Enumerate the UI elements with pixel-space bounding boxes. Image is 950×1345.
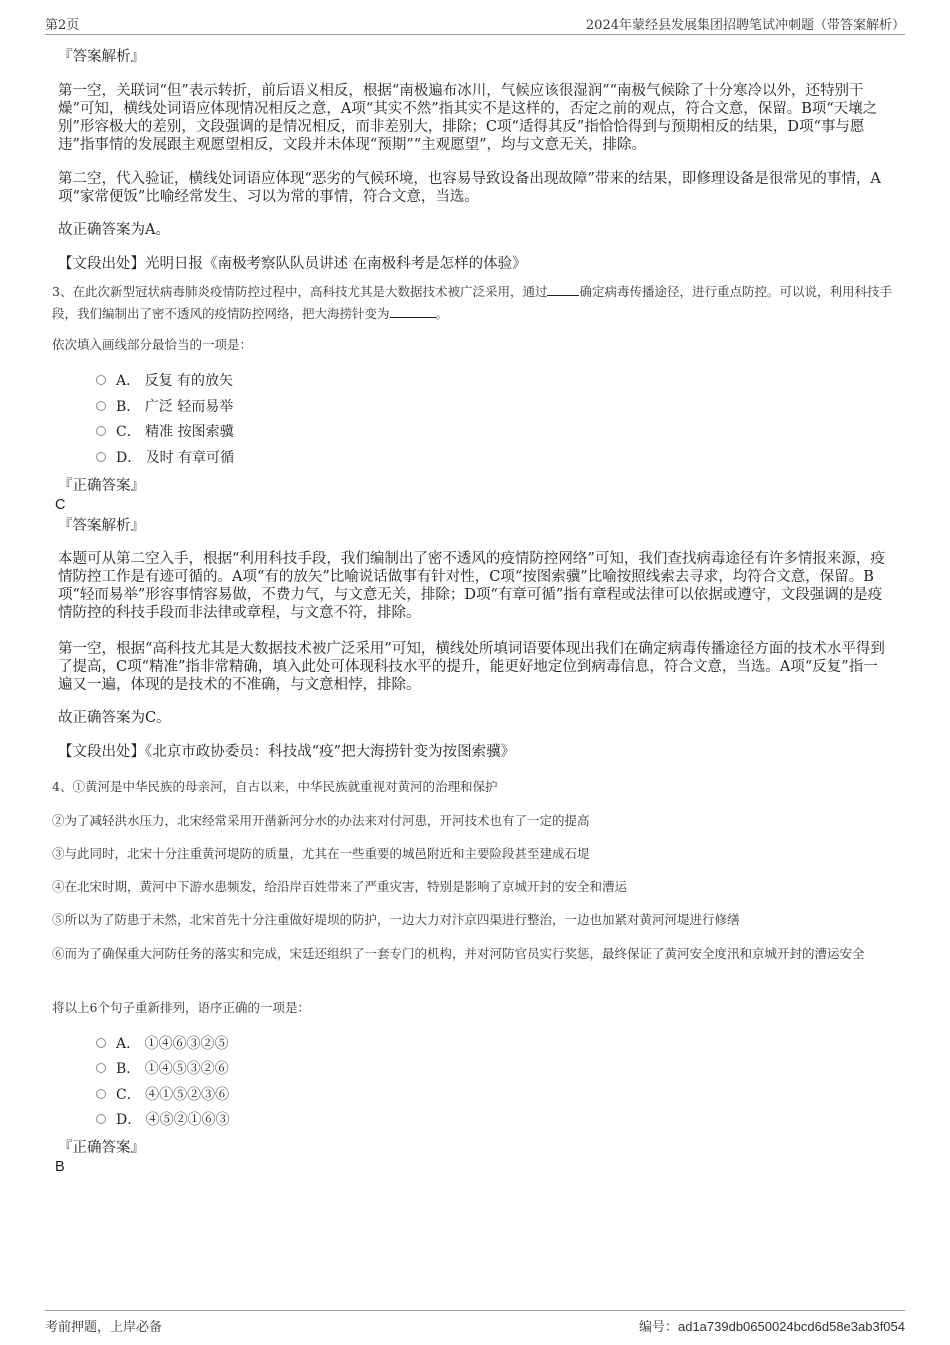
blank-2 (390, 305, 436, 318)
q4-option-c[interactable]: C． ④①⑤②③⑥ (96, 1085, 229, 1105)
page-header (45, 14, 905, 35)
q2-analysis-p2: 第二空，代入验证，横线处词语应体现“恶劣的气候环境，也容易导致设备出现故障”带来的结果，即修理设备是很常见的事情，A项“家常便饭”比喻经常发生、习以为常的事情，符合文意，当选。 (58, 171, 881, 205)
radio-icon[interactable] (96, 375, 106, 385)
radio-icon[interactable] (96, 452, 106, 462)
q3-answer-heading: 『正确答案』 (58, 478, 145, 494)
blank-1 (547, 283, 579, 296)
q4-option-b[interactable]: B． ①④⑤③②⑥ (96, 1059, 229, 1079)
q3-option-b[interactable]: B． 广泛 轻而易举 (96, 397, 233, 417)
q4-option-a[interactable]: A． ①④⑥③②⑤ (96, 1034, 229, 1054)
q4-sentence-1: 4、①黄河是中华民族的母亲河，自古以来，中华民族就重视对黄河的治理和保护 (52, 779, 498, 794)
q3-option-d[interactable]: D． 及时 有章可循 (96, 448, 234, 468)
q4-prompt: 将以上6个句子重新排列，语序正确的一项是： (52, 1000, 310, 1015)
q4-sentence-2: ②为了减轻洪水压力，北宋经常采用开凿新河分水的办法来对付河患，开河技术也有了一定的提高 (52, 813, 590, 828)
q4-sentence-3: ③与此同时，北宋十分注重黄河堤防的质量，尤其在一些重要的城邑附近和主要险段甚至建成石堤 (52, 846, 590, 861)
radio-icon[interactable] (96, 426, 106, 436)
radio-icon[interactable] (96, 1089, 106, 1099)
q4-option-d[interactable]: D． ④⑤②①⑥③ (96, 1110, 230, 1130)
q4-sentence-6: ⑥而为了确保重大河防任务的落实和完成，宋廷还组织了一套专门的机构，并对河防官员实行奖惩，最终保证了黄河安全度汛和京城开封的漕运安全 (52, 946, 865, 961)
radio-icon[interactable] (96, 1114, 106, 1124)
q2-analysis-heading: 『答案解析』 (58, 49, 145, 65)
q3-option-a[interactable]: A． 反复 有的放矢 (96, 371, 233, 391)
q2-source: 【文段出处】光明日报《南极考察队队员讲述 在南极科考是怎样的体验》 (58, 256, 527, 272)
q3-source: 【文段出处】《北京市政协委员：科技战“疫”把大海捞针变为按图索骥》 (58, 744, 516, 760)
q2-analysis-p1: 第一空，关联词“但”表示转折，前后语义相反，根据“南极遍布冰川，气候应该很湿润”“南极气候除了十分寒冷以外，还特别干燥”可知，横线处词语应体现情况相反之意，A项“其实不然”指其实不是这样的，否定之前的观点，符合文意，保留。B项“天壤之别”形容极大的差别，文段强调的是情况相反，而非差别大，排除；C项“适得其反”指恰恰得到与预期相反的结果，D项“事与愿违”指事情的发展跟主观愿望相反，文段并未体现“预期”“主观愿望”，均与文意无关，排除。 (58, 83, 878, 153)
q3-conclusion: 故正确答案为C。 (58, 710, 171, 726)
q3-analysis-heading: 『答案解析』 (58, 518, 145, 534)
page-footer (45, 1310, 905, 1335)
q4-sentence-5: ⑤所以为了防患于未然，北宋首先十分注重做好堤坝的防护，一边大力对汴京四渠进行整治，一边也加紧对黄河河堤进行修缮 (52, 912, 740, 927)
q2-conclusion: 故正确答案为A。 (58, 222, 170, 238)
q3-option-c[interactable]: C． 精准 按图索骥 (96, 422, 234, 442)
q3-analysis-p1: 本题可从第二空入手，根据“利用科技手段，我们编制出了密不透风的疫情防控网络”可知，我们查找病毒途径有许多情报来源，疫情防控工作是有迹可循的。A项“有的放矢”比喻说话做事有针对性，C项“按图索骥”比喻按照线索去寻求，均符合文意，保留。B项“轻而易举”形容事情容易做，不费力气，与文意无关，排除；D项“有章可循”指有章程或法律可以依据或遵守，文段强调的是疫情防控的科技手段而非法律或章程，与文意不符，排除。 (58, 551, 885, 621)
q3-answer: C (55, 497, 66, 513)
radio-icon[interactable] (96, 1063, 106, 1073)
page-number: 第2页 (45, 18, 80, 33)
q3-prompt: 依次填入画线部分最恰当的一项是： (52, 337, 253, 352)
footer-code: 编号：ad1a739db0650024bcd6d58e3ab3f054 (638, 1319, 905, 1335)
radio-icon[interactable] (96, 401, 106, 411)
q3-analysis-p2: 第一空，根据“高科技尤其是大数据技术被广泛采用”可知，横线处所填词语要体现出我们在确定病毒传播途径方面的技术水平得到了提高，C项“精准”指非常精确，填入此处可体现科技水平的提升，能更好地定位到病毒信息，符合文意，当选。A项“反复”指一遍又一遍，体现的是技术的不准确，与文意相悖，排除。 (58, 641, 885, 693)
document-title: 2024年蒙经县发展集团招聘笔试冲刺题（带答案解析） (585, 18, 905, 33)
q3-stem: 3、在此次新型冠状病毒肺炎疫情防控过程中，高科技尤其是大数据技术被广泛采用，通过 确定病毒传播途径，进行重点防控。可以说，利用科技手段，我们编制出了密不透风的疫情防控网络，把大海捞针变为 。 (52, 284, 892, 321)
q4-answer-heading: 『正确答案』 (58, 1140, 145, 1156)
radio-icon[interactable] (96, 1038, 106, 1048)
q4-sentence-4: ④在北宋时期，黄河中下游水患频发，给沿岸百姓带来了严重灾害，特别是影响了京城开封的安全和漕运 (52, 879, 628, 894)
footer-slogan: 考前押题，上岸必备 (45, 1320, 163, 1335)
q4-answer: B (55, 1159, 65, 1175)
